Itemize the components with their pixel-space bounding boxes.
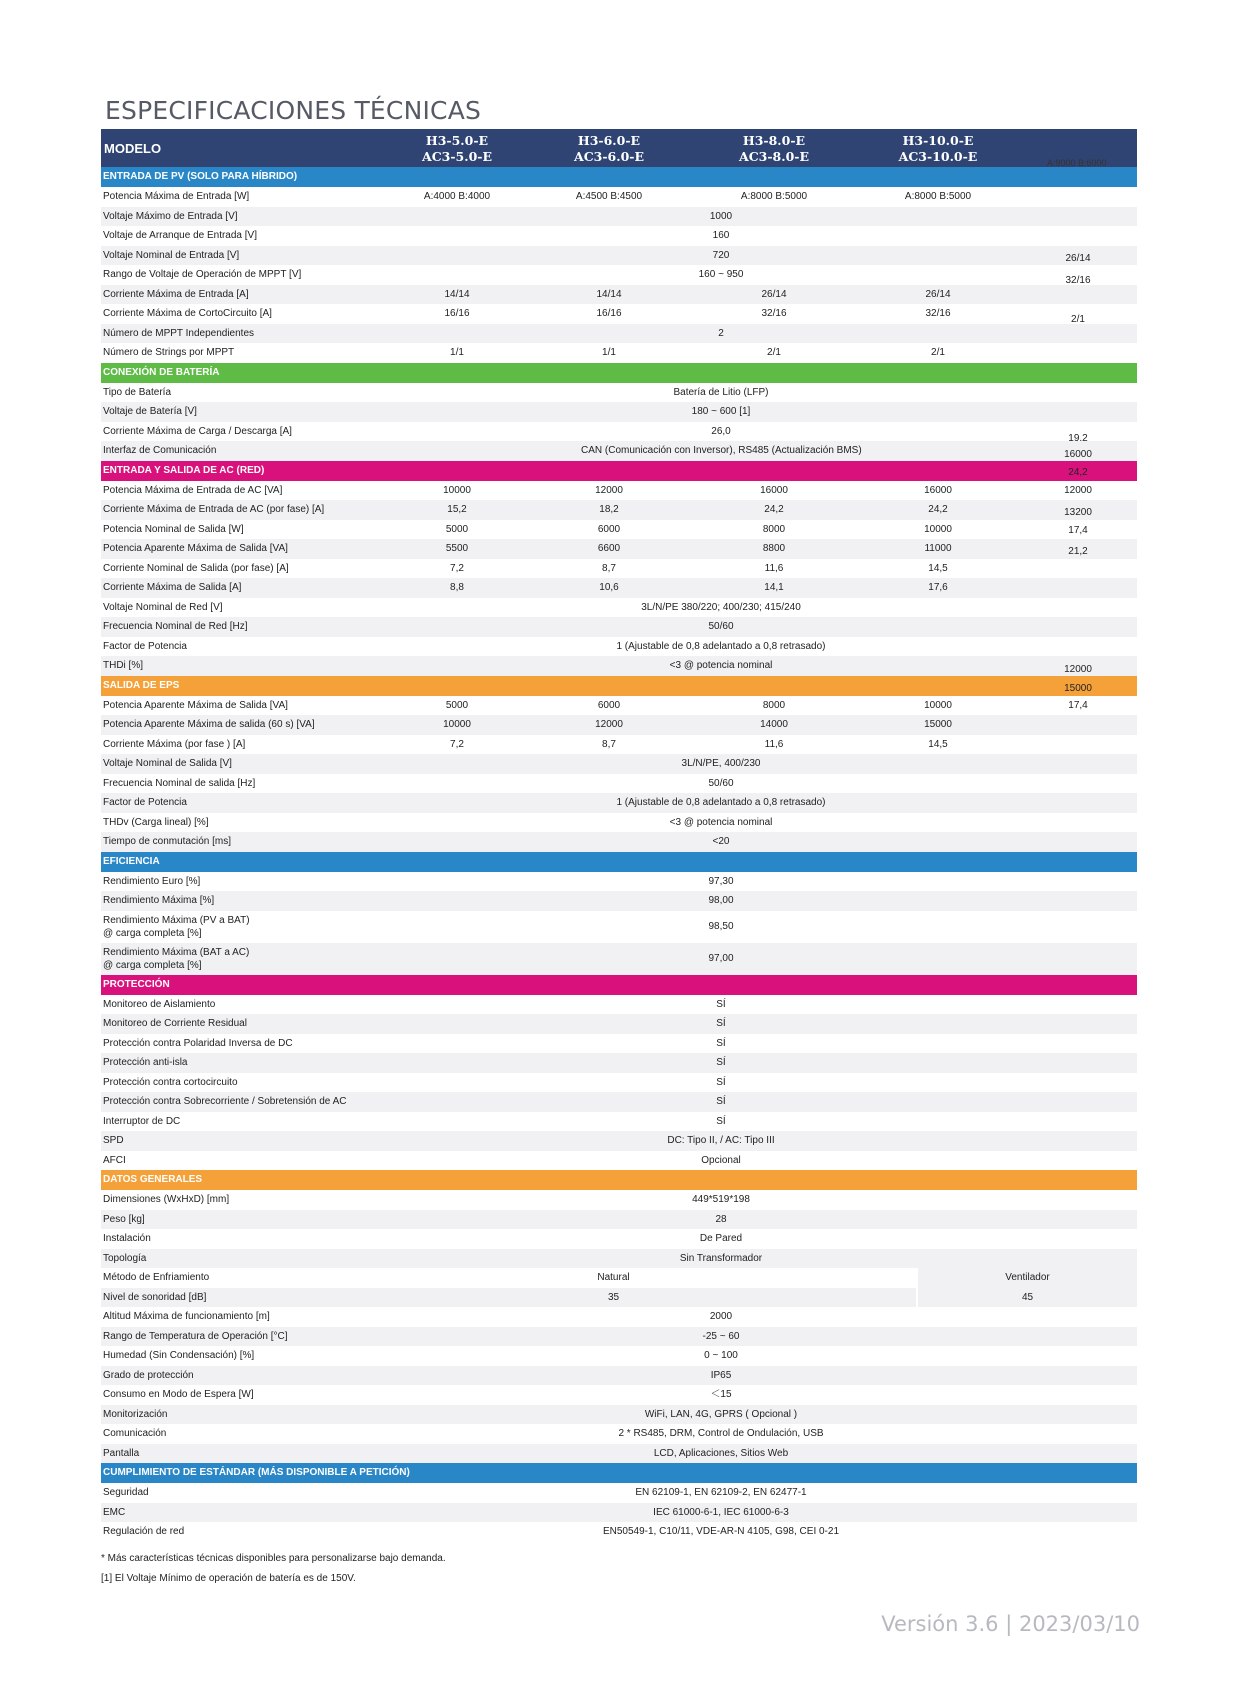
spec-value: 5000 — [445, 523, 469, 535]
spec-row — [101, 187, 1137, 207]
spec-value: 26/14 — [761, 288, 787, 300]
spec-row — [101, 1249, 1137, 1269]
model-name-line1: H3-5.0-E — [425, 133, 489, 148]
spec-row — [101, 911, 1137, 943]
spec-label: Altitud Máxima de funcionamiento [m] — [103, 1311, 270, 1322]
spec-label: Seguridad — [103, 1487, 149, 1498]
stray-value: 17,4 — [1068, 525, 1088, 536]
spec-row — [101, 1014, 1137, 1034]
spec-value: 16/16 — [596, 308, 622, 319]
spec-row — [101, 520, 1137, 540]
stray-value: 19.2 — [1068, 433, 1088, 444]
spec-value: 14/14 — [444, 288, 470, 300]
model-header-label: MODELO — [104, 141, 162, 156]
spec-label: Corriente Nominal de Salida (por fase) [A] — [103, 562, 289, 574]
spec-value: 6000 — [597, 699, 621, 711]
spec-value: 97,00 — [708, 952, 734, 964]
spec-value: 14000 — [760, 719, 788, 730]
spec-value: 26/14 — [925, 288, 951, 300]
spec-value: A:8000 B:5000 — [904, 191, 972, 202]
spec-value: 2/1 — [767, 347, 781, 358]
model-name-line2: AC3-10.0-E — [898, 149, 978, 164]
spec-value: 32/16 — [925, 308, 951, 319]
spec-label: Monitorización — [103, 1408, 168, 1420]
spec-value: 15000 — [924, 719, 952, 730]
spec-label: Frecuencia Nominal de salida [Hz] — [103, 777, 256, 789]
spec-value: 10000 — [924, 699, 952, 711]
spec-row — [101, 1131, 1137, 1151]
spec-value: 180 ~ 600 [1] — [691, 406, 751, 417]
spec-label: Protección contra Sobrecorriente / Sobretensión de AC — [103, 1096, 347, 1107]
spec-label: Monitoreo de Aislamiento — [103, 998, 216, 1010]
spec-label: Potencia Aparente Máxima de salida (60 s) [VA] — [103, 719, 315, 730]
spec-row — [101, 891, 1137, 911]
spec-row — [101, 1034, 1137, 1054]
spec-label: Corriente Máxima de Entrada de AC (por fase) [A] — [103, 504, 325, 515]
spec-label: Pantalla — [103, 1447, 140, 1459]
section-header: PROTECCIÓN — [101, 975, 1137, 995]
page-title: ESPECIFICACIONES TÉCNICAS — [105, 96, 482, 125]
spec-row — [101, 285, 1137, 305]
spec-label: Protección contra cortocircuito — [103, 1076, 238, 1088]
spec-value: 14,5 — [928, 562, 948, 574]
spec-row — [101, 774, 1137, 794]
spec-row — [101, 617, 1137, 637]
spec-value: 18,2 — [599, 504, 619, 515]
spec-label: Número de MPPT Independientes — [103, 327, 255, 339]
stray-value: 16000 — [1064, 449, 1092, 460]
spec-value: IP65 — [710, 1369, 732, 1381]
spec-label: Instalación — [103, 1233, 151, 1244]
spec-value: 6600 — [597, 543, 621, 554]
spec-row — [101, 246, 1137, 266]
model-name-line1: H3-6.0-E — [577, 133, 641, 148]
spec-value: 98,00 — [708, 895, 734, 906]
spec-value: 14,1 — [764, 582, 784, 593]
spec-row — [101, 1268, 1137, 1288]
spec-value: 17,6 — [928, 582, 948, 593]
model-name-line2: AC3-5.0-E — [422, 149, 492, 164]
spec-label: Corriente Máxima de Entrada [A] — [103, 288, 249, 300]
spec-value: 449*519*198 — [692, 1194, 750, 1205]
spec-label: Tipo de Batería — [103, 386, 172, 398]
spec-value: 8,8 — [450, 582, 464, 593]
spec-value: 11,6 — [764, 562, 784, 574]
spec-value: 97,30 — [708, 875, 734, 887]
spec-value: 8800 — [762, 543, 786, 554]
version-label: Versión 3.6 | 2023/03/10 — [881, 1612, 1140, 1636]
model-name — [534, 133, 684, 165]
spec-row — [101, 559, 1137, 579]
spec-row — [101, 1385, 1137, 1405]
spec-value: 16000 — [760, 484, 788, 496]
spec-value: 3L/N/PE 380/220; 400/230; 415/240 — [641, 601, 801, 613]
spec-value: 2000 — [709, 1311, 733, 1322]
spec-value: 1 (Ajustable de 0,8 adelantado a 0,8 retrasado) — [616, 640, 826, 652]
spec-row — [101, 1444, 1137, 1464]
stray-value: 12000 — [1064, 485, 1092, 496]
spec-value: 1 (Ajustable de 0,8 adelantado a 0,8 retrasado) — [616, 797, 826, 808]
spec-value: 8000 — [762, 699, 786, 711]
spec-value: SÍ — [716, 998, 726, 1010]
spec-value: 35 — [311, 1288, 918, 1308]
spec-value: SÍ — [716, 1115, 726, 1127]
spec-label-line1: Rendimiento Máxima (BAT a AC) — [103, 946, 250, 958]
spec-label: SPD — [103, 1135, 124, 1146]
spec-row — [101, 1405, 1137, 1425]
model-name-line1: H3-8.0-E — [742, 133, 806, 148]
spec-label: Potencia Nominal de Salida [W] — [103, 523, 244, 535]
spec-label: THDv (Carga lineal) [%] — [103, 816, 209, 828]
spec-row — [101, 1288, 1137, 1308]
spec-label: Peso [kg] — [103, 1213, 145, 1225]
spec-row — [101, 754, 1137, 774]
spec-row — [101, 1053, 1137, 1073]
spec-label: Humedad (Sin Condensación) [%] — [103, 1350, 255, 1361]
footnote-1: * Más características técnicas disponibles para personalizarse bajo demanda. — [101, 1553, 446, 1564]
spec-label: Monitoreo de Corriente Residual — [103, 1018, 247, 1029]
spec-value: 1/1 — [450, 347, 464, 358]
spec-value: 8000 — [762, 523, 786, 535]
footnote-2: [1] El Voltaje Mínimo de operación de batería es de 150V. — [101, 1573, 356, 1584]
stray-value: 13200 — [1064, 507, 1092, 518]
spec-value: <20 — [712, 836, 730, 847]
spec-row — [101, 1366, 1137, 1386]
spec-row — [101, 383, 1137, 403]
spec-label-line1: Rendimiento Máxima (PV a BAT) — [103, 914, 250, 926]
spec-row — [101, 226, 1137, 246]
spec-label: Voltaje Nominal de Salida [V] — [103, 758, 232, 769]
spec-value: 98,50 — [708, 920, 734, 932]
spec-label: Rendimiento Euro [%] — [103, 875, 201, 887]
spec-value: SÍ — [716, 1057, 726, 1068]
spec-label: Rendimiento Máxima [%] — [103, 895, 215, 906]
spec-label: Factor de Potencia — [103, 640, 187, 652]
spec-row — [101, 715, 1137, 735]
spec-label: AFCI — [103, 1154, 126, 1166]
spec-label-line2: @ carga completa [%] — [103, 959, 202, 971]
spec-value: 10000 — [924, 523, 952, 535]
spec-label — [103, 946, 249, 972]
spec-label: Voltaje Nominal de Red [V] — [103, 601, 223, 613]
spec-label — [103, 914, 250, 940]
spec-label: Protección anti-isla — [103, 1057, 188, 1068]
spec-value: 720 — [712, 249, 730, 261]
spec-value: Sin Transformador — [679, 1252, 763, 1264]
spec-row — [101, 402, 1137, 422]
spec-value: 2 — [718, 327, 724, 339]
spec-value: 3L/N/PE, 400/230 — [681, 758, 761, 769]
section-header: DATOS GENERALES — [101, 1170, 1137, 1190]
spec-value: 2 * RS485, DRM, Control de Ondulación, USB — [618, 1428, 824, 1439]
spec-value: SÍ — [716, 1096, 726, 1107]
spec-value: 5500 — [445, 543, 469, 554]
spec-row — [101, 324, 1137, 344]
spec-row — [101, 735, 1137, 755]
spec-row — [101, 1092, 1137, 1112]
spec-row — [101, 1483, 1137, 1503]
spec-value: EN 62109-1, EN 62109-2, EN 62477-1 — [635, 1487, 807, 1498]
spec-row — [101, 422, 1137, 442]
spec-label: Rango de Temperatura de Operación [°C] — [103, 1330, 288, 1342]
spec-row — [101, 598, 1137, 618]
spec-value: 45 — [918, 1288, 1137, 1308]
spec-row — [101, 1073, 1137, 1093]
spec-row — [101, 207, 1137, 227]
spec-label: Corriente Máxima (por fase ) [A] — [103, 738, 246, 750]
spec-row — [101, 637, 1137, 657]
spec-value: 8,7 — [602, 738, 616, 750]
model-name — [699, 133, 849, 165]
spec-value: 14/14 — [596, 288, 622, 300]
spec-value: CAN (Comunicación con Inversor), RS485 (Actualización BMS) — [581, 445, 862, 456]
stray-value: 15000 — [1064, 683, 1092, 694]
spec-value: 6000 — [597, 523, 621, 535]
spec-value: Ventilador — [918, 1268, 1137, 1288]
section-header: CUMPLIMIENTO DE ESTÁNDAR (MÁS DISPONIBLE A PETICIÓN) — [101, 1463, 1137, 1483]
spec-row — [101, 1522, 1137, 1542]
spec-value: EN50549-1, C10/11, VDE-AR-N 4105, G98, CEI 0-21 — [602, 1526, 840, 1537]
spec-value: De Pared — [699, 1233, 743, 1244]
stray-value: 26/14 — [1065, 253, 1091, 264]
spec-row — [101, 1190, 1137, 1210]
spec-value: Opcional — [701, 1154, 741, 1166]
spec-label: Dimensiones (WxHxD) [mm] — [103, 1194, 230, 1205]
spec-value: Natural — [311, 1268, 918, 1288]
spec-value: 0 ~ 100 — [704, 1350, 738, 1361]
spec-value: SÍ — [716, 1018, 726, 1029]
spec-label: Rango de Voltaje de Operación de MPPT [V] — [103, 269, 302, 280]
spec-value: A:4000 B:4000 — [423, 191, 491, 202]
spec-label: Potencia Máxima de Entrada [W] — [103, 191, 250, 202]
model-header-row — [101, 129, 1137, 167]
spec-value: 10000 — [443, 484, 471, 496]
spec-value: <3 @ potencia nominal — [669, 816, 773, 828]
spec-label: Potencia Máxima de Entrada de AC [VA] — [103, 484, 283, 496]
spec-value: 160 ~ 950 — [698, 269, 744, 280]
spec-label: Corriente Máxima de Carga / Descarga [A] — [103, 425, 292, 437]
spec-value: IEC 61000-6-1, IEC 61000-6-3 — [653, 1506, 789, 1518]
stray-value: 32/16 — [1065, 275, 1091, 286]
spec-value: 16/16 — [444, 308, 470, 319]
spec-value: A:4500 B:4500 — [575, 191, 643, 202]
spec-label: Consumo en Modo de Espera [W] — [103, 1389, 254, 1400]
spec-label: Voltaje Máximo de Entrada [V] — [103, 210, 238, 222]
spec-label: Protección contra Polaridad Inversa de DC — [103, 1037, 293, 1049]
spec-row — [101, 304, 1137, 324]
spec-value: 32/16 — [761, 308, 787, 319]
spec-value: 24,2 — [764, 504, 784, 515]
section-header: SALIDA DE EPS — [101, 676, 1137, 696]
spec-label: Frecuencia Nominal de Red [Hz] — [103, 621, 248, 632]
spec-label: Corriente Máxima de CortoCircuito [A] — [103, 308, 272, 319]
spec-value: <3 @ potencia nominal — [669, 660, 773, 671]
spec-table — [101, 129, 1137, 1542]
stray-value: 21,2 — [1068, 546, 1088, 557]
spec-label: THDi [%] — [103, 660, 143, 671]
model-name-line2: AC3-8.0-E — [739, 149, 809, 164]
spec-label: Voltaje de Arranque de Entrada [V] — [103, 230, 257, 241]
spec-label: Número de Strings por MPPT — [103, 347, 235, 358]
section-header: EFICIENCIA — [101, 852, 1137, 872]
section-header: CONEXIÓN DE BATERÍA — [101, 363, 1137, 383]
stray-value: 12000 — [1064, 664, 1092, 675]
spec-value: 7,2 — [450, 738, 464, 750]
spec-label: Voltaje Nominal de Entrada [V] — [103, 249, 240, 261]
spec-value: 14,5 — [928, 738, 948, 750]
spec-value: 24,2 — [928, 504, 948, 515]
spec-value: A:8000 B:5000 — [740, 191, 808, 202]
spec-row — [101, 1307, 1137, 1327]
spec-row — [101, 481, 1137, 501]
spec-row — [101, 832, 1137, 852]
spec-value: 12000 — [595, 484, 623, 496]
spec-label: Factor de Potencia — [103, 797, 187, 808]
section-header: ENTRADA Y SALIDA DE AC (RED) — [101, 461, 1137, 481]
spec-label: Regulación de red — [103, 1526, 185, 1537]
spec-row — [101, 1503, 1137, 1523]
stray-value: 17,4 — [1068, 700, 1088, 711]
model-name-line2: AC3-6.0-E — [574, 149, 644, 164]
spec-value: 28 — [715, 1213, 727, 1225]
spec-value: 12000 — [595, 719, 623, 730]
spec-row — [101, 656, 1137, 676]
spec-row — [101, 1112, 1137, 1132]
spec-row — [101, 943, 1137, 975]
spec-row — [101, 1346, 1137, 1366]
spec-row — [101, 696, 1137, 716]
spec-label: Nivel de sonoridad [dB] — [103, 1291, 207, 1303]
spec-value: 50/60 — [708, 777, 734, 789]
spec-row — [101, 500, 1137, 520]
spec-row — [101, 813, 1137, 833]
spec-value: 8,7 — [602, 562, 616, 574]
spec-value: 10000 — [443, 719, 471, 730]
spec-value: SÍ — [716, 1076, 726, 1088]
spec-value: 15,2 — [447, 504, 467, 515]
spec-value: 2/1 — [931, 347, 945, 358]
spec-value: 1/1 — [602, 347, 616, 358]
stray-value: 2/1 — [1071, 314, 1085, 325]
spec-label: Grado de protección — [103, 1369, 194, 1381]
spec-label: Potencia Aparente Máxima de Salida [VA] — [103, 699, 288, 711]
spec-value: 5000 — [445, 699, 469, 711]
spec-label: Potencia Aparente Máxima de Salida [VA] — [103, 543, 288, 554]
stray-header-value: A:9000 B:6000 — [1047, 158, 1107, 168]
spec-row — [101, 793, 1137, 813]
model-name — [863, 133, 1013, 165]
spec-label: Topología — [103, 1252, 147, 1264]
spec-value: -25 ~ 60 — [702, 1330, 740, 1342]
model-name-line1: H3-10.0-E — [902, 133, 974, 148]
spec-label: Método de Enfriamiento — [103, 1272, 210, 1283]
spec-label: Interruptor de DC — [103, 1115, 181, 1127]
spec-value: 11000 — [924, 543, 952, 554]
spec-value: 1000 — [709, 210, 733, 222]
spec-value: 16000 — [924, 484, 952, 496]
spec-value: LCD, Aplicaciones, Sitios Web — [653, 1447, 789, 1459]
spec-label: EMC — [103, 1506, 126, 1518]
spec-row — [101, 1327, 1137, 1347]
spec-label: Comunicación — [103, 1428, 167, 1439]
spec-label: Tiempo de conmutación [ms] — [103, 836, 232, 847]
spec-row — [101, 1210, 1137, 1230]
spec-value: 160 — [712, 230, 730, 241]
spec-row — [101, 1424, 1137, 1444]
spec-value: 10,6 — [599, 582, 619, 593]
spec-value: 7,2 — [450, 562, 464, 574]
spec-value: WiFi, LAN, 4G, GPRS ( Opcional ) — [644, 1408, 798, 1420]
spec-label: Corriente Máxima de Salida [A] — [103, 582, 242, 593]
spec-row — [101, 441, 1137, 461]
spec-row — [101, 872, 1137, 892]
spec-value: DC: Tipo II, / AC: Tipo III — [667, 1135, 775, 1146]
spec-value: Batería de Litio (LFP) — [673, 386, 769, 398]
spec-row — [101, 1151, 1137, 1171]
spec-row — [101, 265, 1137, 285]
spec-value: SÍ — [716, 1037, 726, 1049]
spec-value: 50/60 — [708, 621, 734, 632]
spec-row — [101, 343, 1137, 363]
spec-label-line2: @ carga completa [%] — [103, 927, 202, 939]
model-name — [382, 133, 532, 165]
spec-value: 26,0 — [711, 425, 731, 437]
spec-label: Voltaje de Batería [V] — [103, 406, 197, 417]
spec-row — [101, 995, 1137, 1015]
spec-row — [101, 1229, 1137, 1249]
stray-value: 24,2 — [1068, 467, 1088, 478]
spec-value: ＜15 — [710, 1389, 732, 1400]
spec-label: Interfaz de Comunicación — [103, 445, 217, 456]
spec-row — [101, 539, 1137, 559]
section-header: ENTRADA DE PV (SOLO PARA HÍBRIDO) — [101, 167, 1137, 187]
spec-row — [101, 578, 1137, 598]
spec-value: 11,6 — [764, 738, 784, 750]
